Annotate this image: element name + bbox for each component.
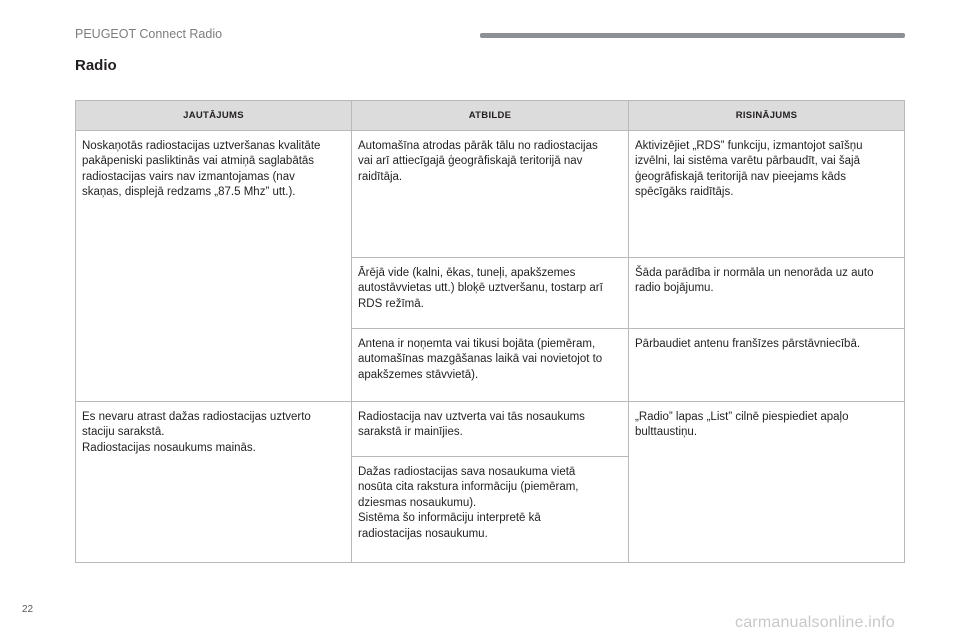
section-title: Radio bbox=[75, 57, 117, 74]
column-header-question: JAUTĀJUMS bbox=[76, 101, 352, 131]
answer-cell: Ārējā vide (kalni, ēkas, tuneļi, apakšzemes autostāvvietas utt.) bloķē uztveršanu, tostarp arī RDS režīmā. bbox=[352, 258, 629, 329]
answer-cell: Radiostacija nav uztverta vai tās nosaukums sarakstā ir mainījies. bbox=[352, 402, 629, 457]
table-row bbox=[76, 402, 905, 457]
column-header-answer: ATBILDE bbox=[352, 101, 629, 131]
question-cell: Es nevaru atrast dažas radiostacijas uztverto staciju sarakstā. Radiostacijas nosaukums mainās. bbox=[76, 402, 352, 563]
solution-cell: Pārbaudiet antenu franšīzes pārstāvniecībā. bbox=[629, 329, 905, 402]
solution-cell: Šāda parādība ir normāla un nenorāda uz auto radio bojājumu. bbox=[629, 258, 905, 329]
troubleshooting-table bbox=[75, 100, 905, 563]
column-header-solution: RISINĀJUMS bbox=[629, 101, 905, 131]
solution-cell: „Radio” lapas „List” cilnē piespiediet apaļo bulttaustiņu. bbox=[629, 402, 905, 563]
document-header-title: PEUGEOT Connect Radio bbox=[75, 27, 223, 41]
solution-cell: Aktivizējiet „RDS” funkciju, izmantojot saīšņu izvēlni, lai sistēma varētu pārbaudīt, vai šajā ģeogrāfiskajā teritorijā nav pieejams kāds spēcīgāks raidītājs. bbox=[629, 131, 905, 258]
table-header-row bbox=[76, 101, 905, 131]
table-row bbox=[76, 131, 905, 258]
answer-cell: Antena ir noņemta vai tikusi bojāta (piemēram, automašīnas mazgāšanas laikā vai novietojot to apakšzemes stāvvietā). bbox=[352, 329, 629, 402]
answer-cell: Automašīna atrodas pārāk tālu no radiostacijas vai arī attiecīgajā ģeogrāfiskajā teritorijā nav raidītāja. bbox=[352, 131, 629, 258]
question-cell: Noskaņotās radiostacijas uztveršanas kvalitāte pakāpeniski pasliktinās vai atmiņā saglabātās radiostacijas vairs nav izmantojamas (nav skaņas, displejā redzams „87.5 Mhz” utt.). bbox=[76, 131, 352, 402]
page-number: 22 bbox=[22, 604, 34, 615]
header-divider-bar bbox=[480, 33, 905, 38]
answer-cell: Dažas radiostacijas sava nosaukuma vietā nosūta cita rakstura informāciju (piemēram, dziesmas nosaukumu). Sistēma šo informāciju interpretē kā radiostacijas nosaukumu. bbox=[352, 457, 629, 563]
watermark-text: carmanualsonline.info bbox=[735, 614, 895, 631]
